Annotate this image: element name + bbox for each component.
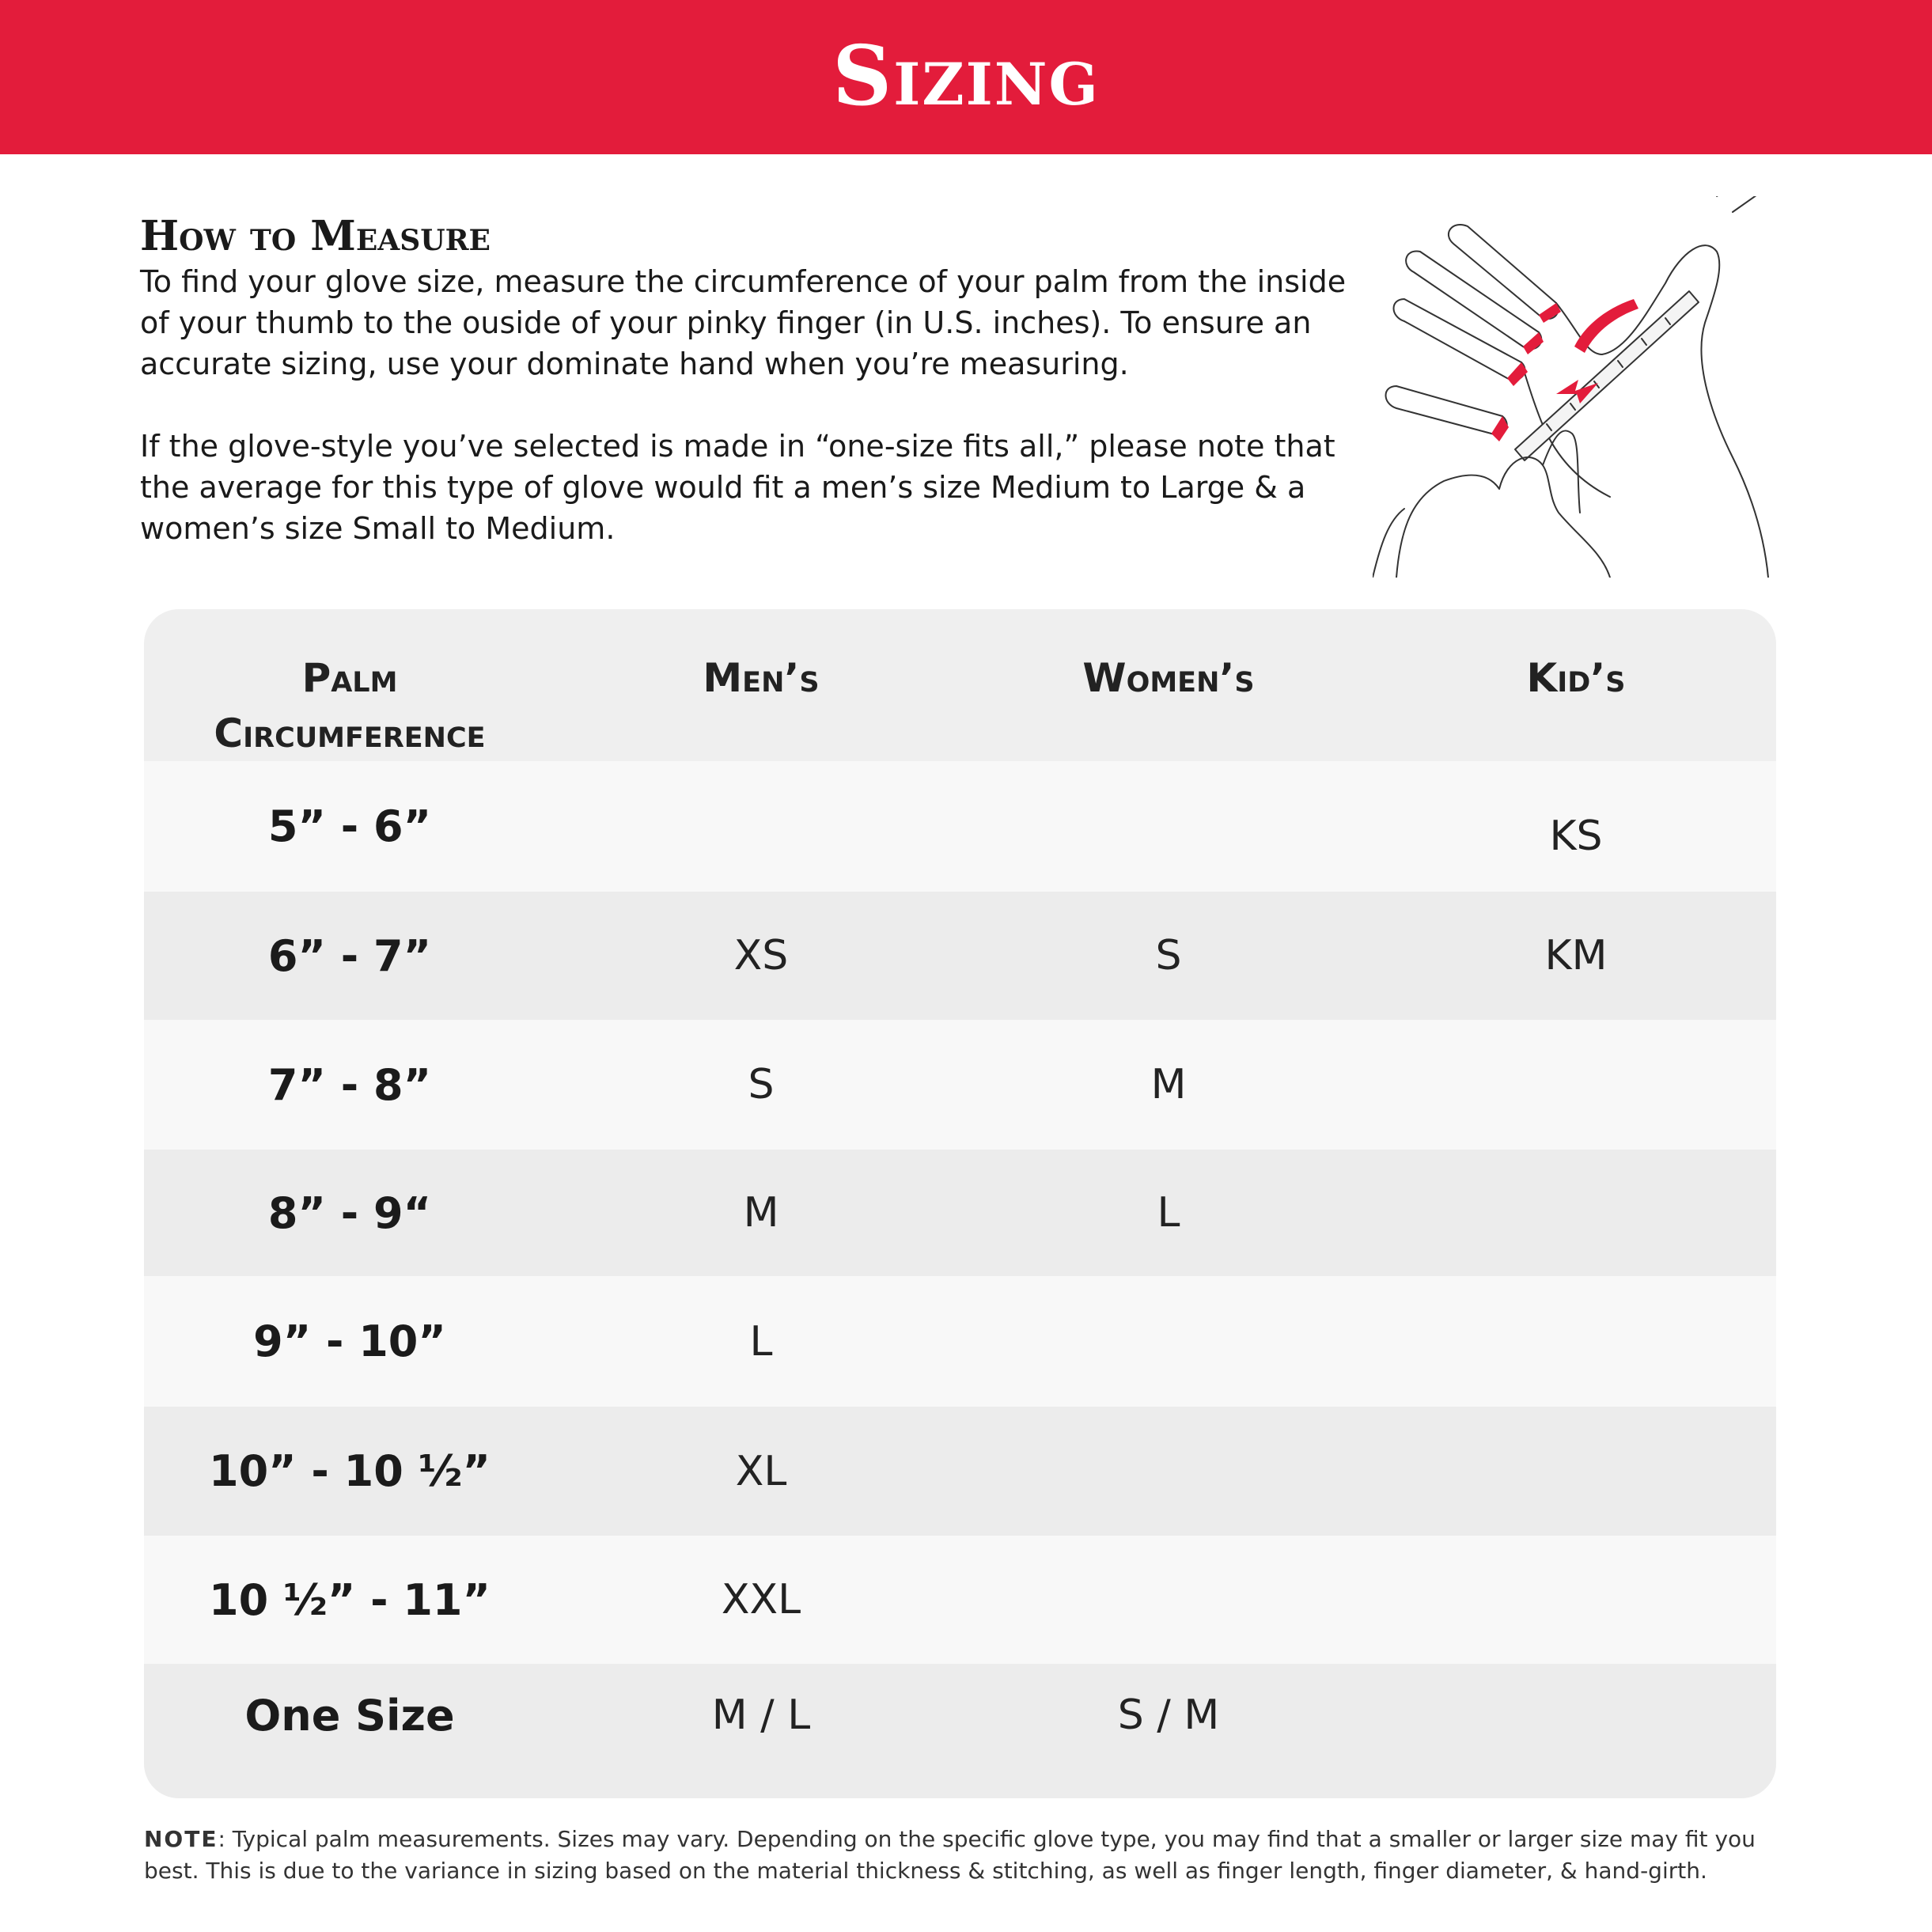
kids-size-cell bbox=[1307, 1150, 1776, 1276]
table-row bbox=[144, 1664, 1776, 1798]
one-size-note: If the glove-style you’ve selected is made in “one-size fits all,” please note that the average for this type of glove would fit a men’s size Medium to Large & a women’s size Small to Medium. bbox=[140, 429, 1335, 546]
palm-size-cell: 7” - 8” bbox=[267, 1059, 432, 1110]
palm-size-cell: 10 ½” - 11” bbox=[209, 1574, 491, 1625]
kids-size-cell bbox=[1307, 1276, 1776, 1407]
kids-size-cell bbox=[1307, 1664, 1776, 1798]
title-banner bbox=[0, 0, 1932, 154]
palm-size-cell: 10” - 10 ½” bbox=[209, 1446, 491, 1496]
table-row bbox=[144, 1536, 1776, 1664]
mens-size-cell: M / L bbox=[711, 1691, 811, 1739]
header-kids: Kid’s bbox=[1526, 655, 1626, 701]
mens-size-cell: M bbox=[743, 1189, 779, 1237]
note-label: NOTE bbox=[144, 1826, 218, 1852]
header-mens: Men’s bbox=[703, 655, 820, 701]
table-row bbox=[144, 1407, 1776, 1536]
kids-size-cell bbox=[1307, 1536, 1776, 1664]
womens-size-cell: S / M bbox=[1117, 1691, 1220, 1739]
how-to-measure-heading: How to Measure bbox=[140, 212, 491, 260]
palm-size-cell: One Size bbox=[244, 1690, 455, 1741]
page-title: Sizing bbox=[832, 27, 1100, 124]
table-row bbox=[144, 1150, 1776, 1276]
mens-size-cell: XXL bbox=[721, 1576, 801, 1623]
mens-size-cell: L bbox=[749, 1317, 773, 1366]
palm-size-cell: 8” - 9“ bbox=[267, 1188, 432, 1238]
table-row bbox=[144, 1276, 1776, 1407]
womens-size-cell: S bbox=[1155, 932, 1182, 979]
womens-size-cell: L bbox=[1157, 1189, 1180, 1237]
note-text: : Typical palm measurements. Sizes may vary. Depending on the specific glove type, you may find that a smaller or larger size may fit you best. This is due to the variance in sizing based on the material thickness & stitching, as well as finger length, finger diameter, & hand-girth. bbox=[144, 1826, 1756, 1884]
table-row bbox=[144, 1020, 1776, 1150]
sizing-table bbox=[144, 609, 1776, 1798]
kids-size-cell: KM bbox=[1544, 932, 1608, 979]
mens-size-cell: XS bbox=[733, 932, 789, 979]
table-row bbox=[144, 892, 1776, 1020]
kids-size-cell: KS bbox=[1549, 812, 1603, 860]
footnote bbox=[144, 1824, 1790, 1887]
table-header-row bbox=[144, 609, 1776, 761]
table-row bbox=[144, 761, 1776, 892]
kids-size-cell bbox=[1307, 1407, 1776, 1536]
mens-size-cell: S bbox=[748, 1061, 775, 1108]
palm-size-cell: 6” - 7” bbox=[267, 930, 432, 981]
header-palm-line2: Circumference bbox=[214, 710, 486, 756]
palm-size-cell: 9” - 10” bbox=[253, 1316, 446, 1366]
measure-instructions: To find your glove size, measure the circumference of your palm from the inside of your thumb to the ouside of your pinky finger (in U.S. inches). To ensure an accurate sizing, use your dominate hand when you’re measuring. bbox=[140, 264, 1347, 381]
hand-measuring-tape-illustration bbox=[1373, 196, 1789, 578]
kids-size-cell bbox=[1307, 1020, 1776, 1150]
header-palm-line1: Palm bbox=[301, 655, 398, 701]
womens-size-cell: M bbox=[1150, 1061, 1187, 1108]
mens-size-cell: XL bbox=[735, 1447, 787, 1495]
palm-size-cell: 5” - 6” bbox=[267, 801, 432, 851]
header-womens: Women’s bbox=[1082, 655, 1255, 701]
